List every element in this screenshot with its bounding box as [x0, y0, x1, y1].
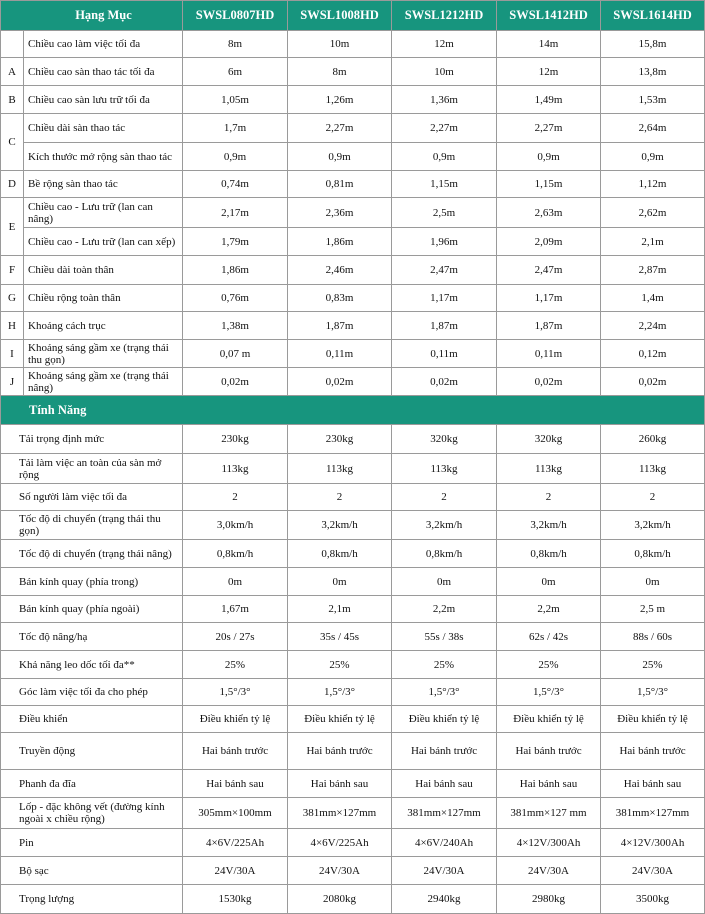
row-label: Bề rộng sàn thao tác	[24, 171, 183, 198]
cell-value: 1,79m	[183, 228, 288, 256]
cell-value: 8m	[288, 58, 392, 86]
cell-value: 1,5°/3°	[601, 679, 705, 706]
cell-value: 10m	[288, 31, 392, 58]
cell-value: 381mm×127 mm	[497, 798, 601, 829]
row-label: Khoảng cách trục	[24, 312, 183, 340]
table-row	[1, 58, 705, 86]
table-row	[1, 829, 705, 857]
cell-value: 0,8km/h	[601, 540, 705, 568]
row-label: Khoảng sáng gầm xe (trạng thái thu gọn)	[24, 340, 183, 368]
cell-value: Hai bánh trước	[288, 733, 392, 770]
cell-value: 0,81m	[288, 171, 392, 198]
cell-value: 25%	[601, 651, 705, 679]
row-label: Khả năng leo dốc tối đa**	[1, 651, 183, 679]
row-label: Góc làm việc tối đa cho phép	[1, 679, 183, 706]
cell-value: Hai bánh sau	[288, 770, 392, 798]
cell-value: 2	[392, 484, 497, 511]
cell-value: 25%	[183, 651, 288, 679]
model-header: SWSL0807HD	[183, 1, 288, 31]
cell-value: 0,07 m	[183, 340, 288, 368]
cell-value: 1530kg	[183, 885, 288, 914]
cell-value: 24V/30A	[392, 857, 497, 885]
cell-value: 14m	[497, 31, 601, 58]
cell-value: Điều khiển tỷ lệ	[601, 706, 705, 733]
table-row	[1, 857, 705, 885]
cell-value: 0,9m	[183, 143, 288, 171]
table-row	[1, 798, 705, 829]
cell-value: Hai bánh sau	[183, 770, 288, 798]
table-row	[1, 511, 705, 540]
table-row	[1, 770, 705, 798]
cell-value: 1,17m	[392, 285, 497, 312]
cell-value: 3,2km/h	[497, 511, 601, 540]
table-row	[1, 285, 705, 312]
features-section	[1, 396, 705, 425]
table-row	[1, 425, 705, 454]
row-letter: B	[1, 86, 24, 114]
cell-value: 2,27m	[288, 114, 392, 143]
cell-value: 2,64m	[601, 114, 705, 143]
cell-value: 0,11m	[497, 340, 601, 368]
cell-value: 2,36m	[288, 198, 392, 228]
cell-value: 0,11m	[288, 340, 392, 368]
cell-value: 35s / 45s	[288, 623, 392, 651]
cell-value: 20s / 27s	[183, 623, 288, 651]
row-label: Tốc độ di chuyển (trạng thái thu gọn)	[1, 511, 183, 540]
cell-value: Hai bánh trước	[392, 733, 497, 770]
row-letter: J	[1, 368, 24, 396]
cell-value: 1,17m	[497, 285, 601, 312]
cell-value: 24V/30A	[288, 857, 392, 885]
cell-value: 2980kg	[497, 885, 601, 914]
cell-value: 0,8km/h	[183, 540, 288, 568]
cell-value: 113kg	[288, 454, 392, 484]
cell-value: 0,9m	[497, 143, 601, 171]
cell-value: 1,38m	[183, 312, 288, 340]
model-header: SWSL1212HD	[392, 1, 497, 31]
row-label: Bán kính quay (phía trong)	[1, 568, 183, 596]
cell-value: 1,15m	[497, 171, 601, 198]
cell-value: 10m	[392, 58, 497, 86]
table-row	[1, 885, 705, 914]
section-title: Tính Năng	[1, 396, 705, 425]
row-label: Chiều dài toàn thân	[24, 256, 183, 285]
row-label: Chiều dài sàn thao tác	[24, 114, 183, 143]
cell-value: 113kg	[183, 454, 288, 484]
cell-value: 0m	[392, 568, 497, 596]
cell-value: 2,27m	[392, 114, 497, 143]
cell-value: 0,02m	[288, 368, 392, 396]
cell-value: 2,87m	[601, 256, 705, 285]
table-row	[1, 706, 705, 733]
cell-value: 2	[497, 484, 601, 511]
cell-value: 381mm×127mm	[601, 798, 705, 829]
cell-value: 2,2m	[392, 596, 497, 623]
model-header: SWSL1412HD	[497, 1, 601, 31]
cell-value: 1,05m	[183, 86, 288, 114]
model-header: SWSL1008HD	[288, 1, 392, 31]
cell-value: 1,15m	[392, 171, 497, 198]
cell-value: 230kg	[288, 425, 392, 454]
model-header: SWSL1614HD	[601, 1, 705, 31]
row-label: Tải trọng định mức	[1, 425, 183, 454]
table-row	[1, 228, 705, 256]
cell-value: 0,8km/h	[392, 540, 497, 568]
cell-value: 1,4m	[601, 285, 705, 312]
cell-value: 2,2m	[497, 596, 601, 623]
cell-value: 1,86m	[288, 228, 392, 256]
row-label: Kích thước mở rộng sàn thao tác	[24, 143, 183, 171]
cell-value: 2,47m	[392, 256, 497, 285]
cell-value: 1,86m	[183, 256, 288, 285]
cell-value: 1,87m	[288, 312, 392, 340]
table-row	[1, 568, 705, 596]
row-label: Khoảng sáng gầm xe (trạng thái nâng)	[24, 368, 183, 396]
cell-value: 2,17m	[183, 198, 288, 228]
cell-value: 1,87m	[497, 312, 601, 340]
cell-value: Hai bánh trước	[601, 733, 705, 770]
cell-value: 0,9m	[392, 143, 497, 171]
table-row	[1, 679, 705, 706]
header-row	[1, 1, 705, 31]
cell-value: 2,5 m	[601, 596, 705, 623]
cell-value: 1,5°/3°	[497, 679, 601, 706]
row-label: Số người làm việc tối đa	[1, 484, 183, 511]
table-row	[1, 454, 705, 484]
cell-value: 4×6V/225Ah	[183, 829, 288, 857]
cell-value: 2080kg	[288, 885, 392, 914]
cell-value: 2	[183, 484, 288, 511]
cell-value: 4×12V/300Ah	[601, 829, 705, 857]
table-row	[1, 651, 705, 679]
cell-value: 1,26m	[288, 86, 392, 114]
row-letter: G	[1, 285, 24, 312]
row-letter: E	[1, 198, 24, 256]
cell-value: 1,49m	[497, 86, 601, 114]
cell-value: Hai bánh sau	[601, 770, 705, 798]
cell-value: 1,5°/3°	[288, 679, 392, 706]
cell-value: 1,87m	[392, 312, 497, 340]
cell-value: 88s / 60s	[601, 623, 705, 651]
row-label: Chiều cao sàn lưu trữ tối đa	[24, 86, 183, 114]
row-label: Phanh đa đĩa	[1, 770, 183, 798]
cell-value: 2,62m	[601, 198, 705, 228]
cell-value: 0m	[601, 568, 705, 596]
cell-value: 3500kg	[601, 885, 705, 914]
header-title: Hạng Mục	[1, 1, 183, 31]
cell-value: 15,8m	[601, 31, 705, 58]
row-letter: F	[1, 256, 24, 285]
cell-value: 320kg	[497, 425, 601, 454]
cell-value: 0,8km/h	[288, 540, 392, 568]
cell-value: 2,47m	[497, 256, 601, 285]
cell-value: 3,0km/h	[183, 511, 288, 540]
row-letter: A	[1, 58, 24, 86]
cell-value: Hai bánh trước	[497, 733, 601, 770]
cell-value: 0,76m	[183, 285, 288, 312]
cell-value: 1,67m	[183, 596, 288, 623]
table-row	[1, 312, 705, 340]
cell-value: 24V/30A	[497, 857, 601, 885]
cell-value: 6m	[183, 58, 288, 86]
cell-value: 0,9m	[288, 143, 392, 171]
table-row	[1, 733, 705, 770]
row-label: Trọng lượng	[1, 885, 183, 914]
dimensions-body	[1, 31, 705, 396]
features-body	[1, 425, 705, 914]
cell-value: Điều khiển tỷ lệ	[288, 706, 392, 733]
cell-value: 8m	[183, 31, 288, 58]
row-label: Chiều cao làm việc tối đa	[24, 31, 183, 58]
row-letter: I	[1, 340, 24, 368]
table-row	[1, 340, 705, 368]
cell-value: 2	[601, 484, 705, 511]
cell-value: 230kg	[183, 425, 288, 454]
row-label: Bán kính quay (phía ngoài)	[1, 596, 183, 623]
cell-value: 2940kg	[392, 885, 497, 914]
cell-value: 1,12m	[601, 171, 705, 198]
table-row	[1, 256, 705, 285]
row-label: Điều khiển	[1, 706, 183, 733]
row-label: Lốp - đặc không vết (đường kính ngoài x chiều rộng)	[1, 798, 183, 829]
cell-value: 4×6V/240Ah	[392, 829, 497, 857]
cell-value: 113kg	[392, 454, 497, 484]
cell-value: 55s / 38s	[392, 623, 497, 651]
cell-value: 260kg	[601, 425, 705, 454]
cell-value: 2,46m	[288, 256, 392, 285]
row-label: Chiều rộng toàn thân	[24, 285, 183, 312]
cell-value: 1,5°/3°	[183, 679, 288, 706]
row-label: Truyền động	[1, 733, 183, 770]
cell-value: 24V/30A	[183, 857, 288, 885]
table-row	[1, 114, 705, 143]
cell-value: Hai bánh sau	[497, 770, 601, 798]
row-label: Tải làm việc an toàn của sàn mở rộng	[1, 454, 183, 484]
cell-value: 0,83m	[288, 285, 392, 312]
cell-value: 0,02m	[183, 368, 288, 396]
cell-value: 25%	[497, 651, 601, 679]
cell-value: 62s / 42s	[497, 623, 601, 651]
cell-value: 12m	[392, 31, 497, 58]
cell-value: 305mm×100mm	[183, 798, 288, 829]
cell-value: 381mm×127mm	[288, 798, 392, 829]
row-label: Chiều cao - Lưu trữ (lan can nâng)	[24, 198, 183, 228]
cell-value: 3,2km/h	[392, 511, 497, 540]
cell-value: 113kg	[497, 454, 601, 484]
row-label: Chiều cao - Lưu trữ (lan can xếp)	[24, 228, 183, 256]
cell-value: 1,36m	[392, 86, 497, 114]
cell-value: 0m	[183, 568, 288, 596]
table-row	[1, 31, 705, 58]
cell-value: 1,5°/3°	[392, 679, 497, 706]
cell-value: 320kg	[392, 425, 497, 454]
cell-value: 0m	[497, 568, 601, 596]
cell-value: 0,8km/h	[497, 540, 601, 568]
cell-value: 1,7m	[183, 114, 288, 143]
cell-value: 0,9m	[601, 143, 705, 171]
row-letter: H	[1, 312, 24, 340]
cell-value: 2,1m	[601, 228, 705, 256]
cell-value: 0,74m	[183, 171, 288, 198]
cell-value: 0,02m	[601, 368, 705, 396]
table-row	[1, 198, 705, 228]
row-label: Pin	[1, 829, 183, 857]
cell-value: 2,5m	[392, 198, 497, 228]
row-letter: D	[1, 171, 24, 198]
table-row	[1, 623, 705, 651]
row-label: Bộ sạc	[1, 857, 183, 885]
table-row	[1, 86, 705, 114]
section-row	[1, 396, 705, 425]
cell-value: 4×12V/300Ah	[497, 829, 601, 857]
cell-value: 2,27m	[497, 114, 601, 143]
cell-value: 2	[288, 484, 392, 511]
table-row	[1, 540, 705, 568]
cell-value: 3,2km/h	[601, 511, 705, 540]
cell-value: Hai bánh sau	[392, 770, 497, 798]
cell-value: 0,02m	[497, 368, 601, 396]
cell-value: 25%	[288, 651, 392, 679]
table-row	[1, 143, 705, 171]
row-letter	[1, 31, 24, 58]
cell-value: 1,96m	[392, 228, 497, 256]
row-label: Tốc độ nâng/hạ	[1, 623, 183, 651]
cell-value: 381mm×127mm	[392, 798, 497, 829]
table-row	[1, 171, 705, 198]
cell-value: Hai bánh trước	[183, 733, 288, 770]
row-label: Tốc độ di chuyển (trạng thái nâng)	[1, 540, 183, 568]
table-row	[1, 368, 705, 396]
cell-value: Điều khiển tỷ lệ	[392, 706, 497, 733]
cell-value: 12m	[497, 58, 601, 86]
cell-value: 2,1m	[288, 596, 392, 623]
cell-value: 113kg	[601, 454, 705, 484]
cell-value: 4×6V/225Ah	[288, 829, 392, 857]
cell-value: 1,53m	[601, 86, 705, 114]
cell-value: 2,09m	[497, 228, 601, 256]
row-letter: C	[1, 114, 24, 171]
table-row	[1, 596, 705, 623]
cell-value: Điều khiển tỷ lệ	[497, 706, 601, 733]
cell-value: 0m	[288, 568, 392, 596]
cell-value: 0,12m	[601, 340, 705, 368]
cell-value: 2,24m	[601, 312, 705, 340]
cell-value: Điều khiển tỷ lệ	[183, 706, 288, 733]
cell-value: 0,11m	[392, 340, 497, 368]
cell-value: 25%	[392, 651, 497, 679]
cell-value: 0,02m	[392, 368, 497, 396]
cell-value: 13,8m	[601, 58, 705, 86]
row-label: Chiều cao sàn thao tác tối đa	[24, 58, 183, 86]
cell-value: 3,2km/h	[288, 511, 392, 540]
cell-value: 2,63m	[497, 198, 601, 228]
cell-value: 24V/30A	[601, 857, 705, 885]
table-row	[1, 484, 705, 511]
